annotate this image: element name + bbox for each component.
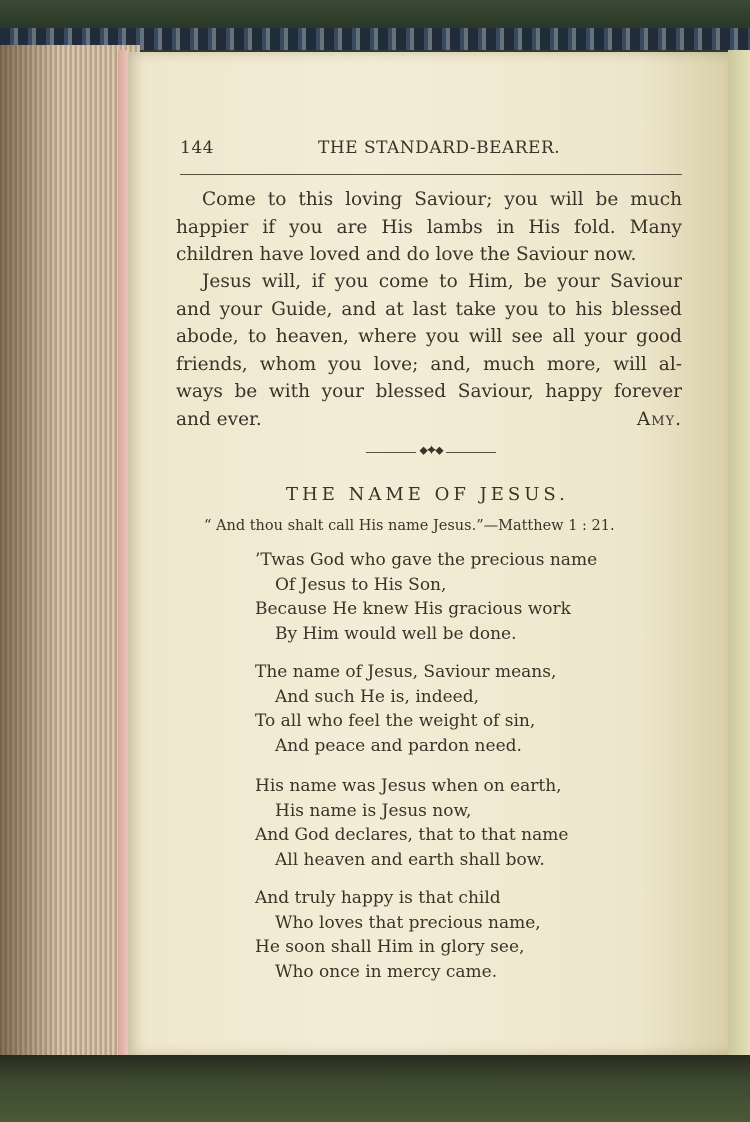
poem-line: Who loves that precious name, <box>275 912 541 933</box>
paragraph-line: friends, whom you love; and, much more, will al- <box>176 353 682 375</box>
poem-line: The name of Jesus, Saviour means, <box>255 662 557 682</box>
poem-line: And such He is, indeed, <box>275 686 479 707</box>
poem-line: And God declares, that to that name <box>255 825 569 845</box>
poem-title: THE NAME OF JESUS. <box>286 484 569 505</box>
poem-line: His name was Jesus when on earth, <box>255 776 562 796</box>
paragraph-2 <box>176 268 682 433</box>
right-page-edge <box>728 50 750 1055</box>
poem-line: And truly happy is that child <box>255 888 501 908</box>
paragraph-line: happier if you are His lambs in His fold. Many <box>176 216 682 238</box>
closing-text: and ever. <box>176 408 262 430</box>
poem-stanza-2 <box>255 660 556 758</box>
poem-line: ’Twas God who gave the precious name <box>255 550 598 570</box>
poem-line: And peace and pardon need. <box>275 735 522 756</box>
paragraph-line: abode, to heaven, where you will see all your good <box>176 326 682 347</box>
paragraph-1 <box>176 186 682 269</box>
paragraph-line: and your Guide, and at last take you to his blessed <box>176 298 682 320</box>
poem-line: His name is Jesus now, <box>275 800 472 821</box>
paragraph-line: Come to this loving Saviour; you will be much <box>202 189 682 210</box>
paragraph-line: children have loved and do love the Saviour now. <box>176 244 637 265</box>
poem-stanza-1 <box>255 548 597 646</box>
book-bottom-background <box>0 1055 750 1122</box>
page-number: 144 <box>180 138 214 158</box>
page-gutter-edge <box>118 50 128 1055</box>
poem-line: All heaven and earth shall bow. <box>275 849 545 870</box>
poem-stanza-3 <box>255 774 568 872</box>
poem-line: To all who feel the weight of sin, <box>255 711 536 731</box>
poem-epigraph: “ And thou shalt call His name Jesus.”—Matthew 1 : 21. <box>204 518 615 534</box>
poem-line: Of Jesus to His Son, <box>275 574 447 595</box>
section-divider-ornament <box>366 443 496 460</box>
ornament-glyph: ⬥✦⬥ <box>419 443 443 457</box>
poem-line: By Him would well be done. <box>275 623 517 644</box>
poem-line: Because He knew His gracious work <box>255 599 571 619</box>
header-rule <box>180 174 682 175</box>
paragraph-line: ways be with your blessed Saviour, happy forever <box>176 381 682 402</box>
poem-stanza-4 <box>255 886 541 984</box>
running-title: THE STANDARD-BEARER. <box>318 138 561 158</box>
signature-line <box>176 406 682 434</box>
poem-line: He soon shall Him in glory see, <box>255 937 525 957</box>
paragraph-line: Jesus will, if you come to Him, be your Saviour <box>202 271 682 292</box>
author-signature: Amy. <box>636 408 682 430</box>
poem-line: Who once in mercy came. <box>275 961 498 982</box>
